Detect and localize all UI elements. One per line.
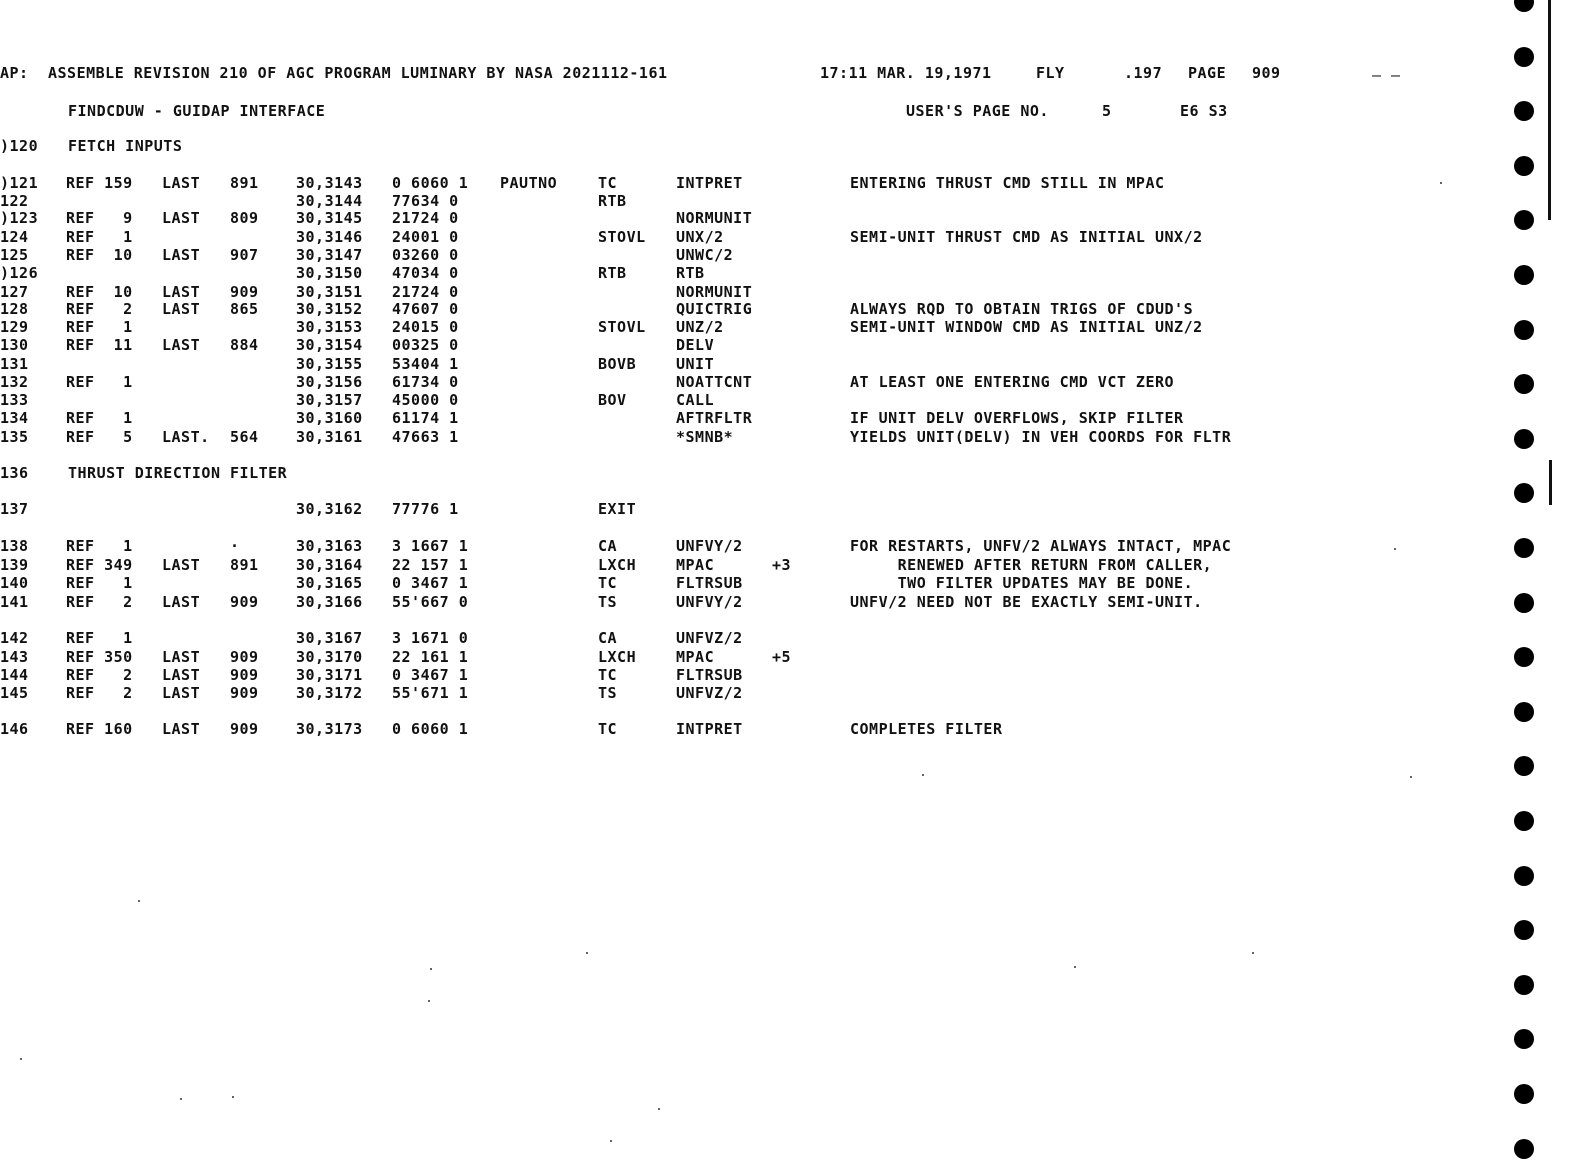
- ref-field: REF 350: [66, 648, 133, 666]
- print-speck: [922, 774, 924, 776]
- header-mode: FLY: [1036, 64, 1065, 82]
- octal-word: 77634 0: [392, 192, 459, 210]
- feed-hole: [1514, 866, 1534, 886]
- header-code: .197: [1124, 64, 1163, 82]
- listing-row: [0, 192, 1300, 210]
- operand: UNFVY/2: [676, 537, 743, 555]
- feed-hole: [1514, 47, 1534, 67]
- print-speck: [20, 1058, 22, 1060]
- listing-row: [0, 283, 1300, 301]
- header-page-label: PAGE: [1188, 64, 1227, 82]
- last-label: LAST: [162, 336, 201, 354]
- line-number: 138: [0, 537, 29, 555]
- operand: QUICTRIG: [676, 300, 753, 318]
- print-speck: [610, 1140, 612, 1142]
- ref-field: REF 160: [66, 720, 133, 738]
- address: 30,3156: [296, 373, 363, 391]
- line-number: 129: [0, 318, 29, 336]
- last-number: 884: [230, 336, 259, 354]
- opcode: TC: [598, 666, 618, 684]
- print-speck: [1440, 182, 1442, 184]
- operand: CALL: [676, 391, 715, 409]
- opcode: RTB: [598, 264, 627, 282]
- ref-field: REF 10: [66, 246, 133, 264]
- line-number: 137: [0, 500, 29, 518]
- opcode: TC: [598, 720, 618, 738]
- last-label: LAST: [162, 720, 201, 738]
- ref-field: REF 9: [66, 209, 133, 227]
- section-line-number: 136: [0, 464, 29, 482]
- octal-word: 00325 0: [392, 336, 459, 354]
- comment: FOR RESTARTS, UNFV/2 ALWAYS INTACT, MPAC: [850, 537, 1232, 555]
- last-label: LAST: [162, 300, 201, 318]
- paper-edge: [1549, 460, 1552, 505]
- line-number: 139: [0, 556, 29, 574]
- feed-hole: [1514, 483, 1534, 503]
- feed-hole: [1514, 538, 1534, 558]
- address: 30,3170: [296, 648, 363, 666]
- last-number: 865: [230, 300, 259, 318]
- comment: ALWAYS RQD TO OBTAIN TRIGS OF CDUD'S: [850, 300, 1194, 318]
- header-timestamp: 17:11 MAR. 19,1971: [820, 64, 992, 82]
- print-speck: [430, 968, 432, 970]
- octal-word: 3 1671 0: [392, 629, 469, 647]
- opcode: TS: [598, 593, 618, 611]
- comment: SEMI-UNIT THRUST CMD AS INITIAL UNX/2: [850, 228, 1203, 246]
- listing-row: [0, 500, 1300, 518]
- listing-row: [0, 246, 1300, 264]
- address: 30,3147: [296, 246, 363, 264]
- line-number: 142: [0, 629, 29, 647]
- address: 30,3171: [296, 666, 363, 684]
- opcode: STOVL: [598, 318, 646, 336]
- ref-field: REF 1: [66, 629, 133, 647]
- octal-word: 22 161 1: [392, 648, 469, 666]
- comment: TWO FILTER UPDATES MAY BE DONE.: [850, 574, 1194, 592]
- operand: AFTRFLTR: [676, 409, 753, 427]
- operand: UNFVY/2: [676, 593, 743, 611]
- last-label: LAST: [162, 556, 201, 574]
- octal-word: 24015 0: [392, 318, 459, 336]
- line-number: 144: [0, 666, 29, 684]
- operand: NOATTCNT: [676, 373, 753, 391]
- feed-hole: [1514, 1084, 1534, 1104]
- listing-row: [0, 391, 1300, 409]
- operand: MPAC: [676, 556, 715, 574]
- address: 30,3161: [296, 428, 363, 446]
- operand: UNWC/2: [676, 246, 734, 264]
- line-number: 141: [0, 593, 29, 611]
- comment: UNFV/2 NEED NOT BE EXACTLY SEMI-UNIT.: [850, 593, 1203, 611]
- ref-field: REF 1: [66, 537, 133, 555]
- ref-field: REF 1: [66, 228, 133, 246]
- operand: NORMUNIT: [676, 209, 753, 227]
- line-number: 125: [0, 246, 29, 264]
- ref-field: REF 1: [66, 318, 133, 336]
- feed-hole: [1514, 593, 1534, 613]
- print-speck: [1074, 966, 1076, 968]
- operand: UNFVZ/2: [676, 684, 743, 702]
- listing-row: [0, 228, 1300, 246]
- address: 30,3165: [296, 574, 363, 592]
- ref-field: REF 2: [66, 593, 133, 611]
- feed-hole: [1514, 156, 1534, 176]
- address: 30,3164: [296, 556, 363, 574]
- operand: UNZ/2: [676, 318, 724, 336]
- opcode: LXCH: [598, 556, 637, 574]
- octal-word: 03260 0: [392, 246, 459, 264]
- octal-word: 47663 1: [392, 428, 459, 446]
- operand: RTB: [676, 264, 705, 282]
- feed-hole: [1514, 265, 1534, 285]
- address: 30,3144: [296, 192, 363, 210]
- octal-word: 47034 0: [392, 264, 459, 282]
- print-speck: [1252, 952, 1254, 954]
- section-line-number: )120: [0, 137, 39, 155]
- ref-field: REF 1: [66, 574, 133, 592]
- listing-row: [0, 684, 1300, 702]
- feed-hole: [1514, 975, 1534, 995]
- listing-row: [0, 409, 1300, 427]
- octal-word: 0 6060 1: [392, 720, 469, 738]
- ref-field: REF 1: [66, 409, 133, 427]
- listing-row: [0, 556, 1300, 574]
- address: 30,3157: [296, 391, 363, 409]
- last-label: LAST.: [162, 428, 210, 446]
- opcode: LXCH: [598, 648, 637, 666]
- feed-hole: [1514, 756, 1534, 776]
- line-number: 132: [0, 373, 29, 391]
- ref-field: REF 1: [66, 373, 133, 391]
- ref-field: REF 2: [66, 666, 133, 684]
- line-number: 124: [0, 228, 29, 246]
- feed-hole: [1514, 702, 1534, 722]
- octal-word: 24001 0: [392, 228, 459, 246]
- last-label: LAST: [162, 283, 201, 301]
- feed-hole: [1514, 1029, 1534, 1049]
- last-number: 891: [230, 174, 259, 192]
- print-speck: [180, 1098, 182, 1100]
- operand: NORMUNIT: [676, 283, 753, 301]
- feed-hole: [1514, 1139, 1534, 1159]
- ref-field: REF 349: [66, 556, 133, 574]
- comment: RENEWED AFTER RETURN FROM CALLER,: [850, 556, 1213, 574]
- operand: UNX/2: [676, 228, 724, 246]
- listing-row: [0, 428, 1300, 446]
- print-speck: [138, 900, 140, 902]
- opcode: TC: [598, 574, 618, 592]
- last-number: 891: [230, 556, 259, 574]
- address: 30,3162: [296, 500, 363, 518]
- header-page-number: 909: [1252, 64, 1281, 82]
- section-heading: THRUST DIRECTION FILTER: [68, 464, 288, 482]
- address: 30,3167: [296, 629, 363, 647]
- comment: AT LEAST ONE ENTERING CMD VCT ZERO: [850, 373, 1175, 391]
- line-number: 127: [0, 283, 29, 301]
- last-number: 909: [230, 283, 259, 301]
- feed-hole: [1514, 101, 1534, 121]
- operand: FLTRSUB: [676, 666, 743, 684]
- feed-hole: [1514, 210, 1534, 230]
- address: 30,3172: [296, 684, 363, 702]
- listing-row: [0, 373, 1300, 391]
- octal-word: 21724 0: [392, 283, 459, 301]
- print-speck: [232, 1096, 234, 1098]
- last-number: 909: [230, 684, 259, 702]
- line-number: 143: [0, 648, 29, 666]
- ref-field: REF 10: [66, 283, 133, 301]
- last-number: 907: [230, 246, 259, 264]
- opcode: BOV: [598, 391, 627, 409]
- feed-hole: [1514, 647, 1534, 667]
- listing-row: [0, 209, 1300, 227]
- ref-field: REF 5: [66, 428, 133, 446]
- sheet-id: E6 S3: [1180, 102, 1228, 120]
- symbol-label: PAUTNO: [500, 174, 558, 192]
- opcode: RTB: [598, 192, 627, 210]
- operand: INTPRET: [676, 174, 743, 192]
- listing-row: [0, 720, 1300, 738]
- opcode: STOVL: [598, 228, 646, 246]
- listing-row: [0, 300, 1300, 318]
- operand: INTPRET: [676, 720, 743, 738]
- line-number: 122: [0, 192, 29, 210]
- address: 30,3154: [296, 336, 363, 354]
- listing-row: [0, 629, 1300, 647]
- offset: +3: [772, 556, 792, 574]
- opcode: TS: [598, 684, 618, 702]
- octal-word: 61174 1: [392, 409, 459, 427]
- octal-word: 3 1667 1: [392, 537, 469, 555]
- address: 30,3145: [296, 209, 363, 227]
- ref-field: REF 2: [66, 684, 133, 702]
- address: 30,3160: [296, 409, 363, 427]
- line-number: )123: [0, 209, 39, 227]
- last-label: LAST: [162, 648, 201, 666]
- opcode: CA: [598, 537, 618, 555]
- feed-hole: [1514, 0, 1534, 12]
- listing-row: [0, 336, 1300, 354]
- address: 30,3163: [296, 537, 363, 555]
- feed-hole: [1514, 320, 1534, 340]
- operand: FLTRSUB: [676, 574, 743, 592]
- address: 30,3153: [296, 318, 363, 336]
- feed-hole: [1514, 429, 1534, 449]
- operand: *SMNB*: [676, 428, 734, 446]
- print-speck: [658, 1108, 660, 1110]
- offset: +5: [772, 648, 792, 666]
- octal-word: 53404 1: [392, 355, 459, 373]
- listing-row: [0, 666, 1300, 684]
- last-number: ·: [230, 537, 240, 555]
- octal-word: 21724 0: [392, 209, 459, 227]
- address: 30,3146: [296, 228, 363, 246]
- octal-word: 45000 0: [392, 391, 459, 409]
- line-number: 131: [0, 355, 29, 373]
- corner-mark: – –: [1372, 66, 1401, 84]
- octal-word: 61734 0: [392, 373, 459, 391]
- comment: COMPLETES FILTER: [850, 720, 1003, 738]
- print-speck: [1410, 776, 1412, 778]
- last-label: LAST: [162, 593, 201, 611]
- octal-word: 22 157 1: [392, 556, 469, 574]
- feed-hole: [1514, 374, 1534, 394]
- comment: YIELDS UNIT(DELV) IN VEH COORDS FOR FLTR: [850, 428, 1232, 446]
- ref-field: REF 159: [66, 174, 133, 192]
- listing-row: [0, 593, 1300, 611]
- opcode: BOVB: [598, 355, 637, 373]
- address: 30,3150: [296, 264, 363, 282]
- address: 30,3151: [296, 283, 363, 301]
- address: 30,3166: [296, 593, 363, 611]
- line-number: 130: [0, 336, 29, 354]
- octal-word: 55'667 0: [392, 593, 469, 611]
- section-heading: FETCH INPUTS: [68, 137, 183, 155]
- octal-word: 47607 0: [392, 300, 459, 318]
- opcode: TC: [598, 174, 618, 192]
- line-number: 134: [0, 409, 29, 427]
- operand: DELV: [676, 336, 715, 354]
- line-number: 128: [0, 300, 29, 318]
- listing-row: [0, 648, 1300, 666]
- octal-word: 0 3467 1: [392, 666, 469, 684]
- octal-word: 0 6060 1: [392, 174, 469, 192]
- users-page-label: USER'S PAGE NO.: [906, 102, 1049, 120]
- users-page-number: 5: [1102, 102, 1112, 120]
- last-number: 909: [230, 720, 259, 738]
- listing-row: [0, 264, 1300, 282]
- comment: SEMI-UNIT WINDOW CMD AS INITIAL UNZ/2: [850, 318, 1203, 336]
- paper-edge: [1548, 0, 1551, 220]
- print-speck: [428, 1000, 430, 1002]
- listing-row: [0, 574, 1300, 592]
- ref-field: REF 2: [66, 300, 133, 318]
- listing-row: [0, 355, 1300, 373]
- line-number: 133: [0, 391, 29, 409]
- address: 30,3143: [296, 174, 363, 192]
- line-number: )126: [0, 264, 39, 282]
- last-label: LAST: [162, 246, 201, 264]
- opcode: EXIT: [598, 500, 637, 518]
- last-number: 909: [230, 648, 259, 666]
- comment: IF UNIT DELV OVERFLOWS, SKIP FILTER: [850, 409, 1184, 427]
- listing-row: [0, 318, 1300, 336]
- operand: UNFVZ/2: [676, 629, 743, 647]
- feed-hole: [1514, 811, 1534, 831]
- line-number: 145: [0, 684, 29, 702]
- operand: UNIT: [676, 355, 715, 373]
- feed-hole: [1514, 920, 1534, 940]
- header-prefix: AP:: [0, 64, 29, 82]
- comment: ENTERING THRUST CMD STILL IN MPAC: [850, 174, 1165, 192]
- line-number: )121: [0, 174, 39, 192]
- opcode: CA: [598, 629, 618, 647]
- last-number: 809: [230, 209, 259, 227]
- last-label: LAST: [162, 684, 201, 702]
- line-number: 135: [0, 428, 29, 446]
- last-label: LAST: [162, 209, 201, 227]
- octal-word: 55'671 1: [392, 684, 469, 702]
- line-number: 146: [0, 720, 29, 738]
- listing-row: [0, 537, 1300, 555]
- line-number: 140: [0, 574, 29, 592]
- address: 30,3173: [296, 720, 363, 738]
- print-speck: [586, 952, 588, 954]
- listing-title: FINDCDUW - GUIDAP INTERFACE: [68, 102, 326, 120]
- octal-word: 77776 1: [392, 500, 459, 518]
- last-number: 564: [230, 428, 259, 446]
- address: 30,3155: [296, 355, 363, 373]
- last-number: 909: [230, 593, 259, 611]
- last-label: LAST: [162, 174, 201, 192]
- last-label: LAST: [162, 666, 201, 684]
- ref-field: REF 11: [66, 336, 133, 354]
- operand: MPAC: [676, 648, 715, 666]
- last-number: 909: [230, 666, 259, 684]
- listing-row: [0, 174, 1300, 192]
- octal-word: 0 3467 1: [392, 574, 469, 592]
- print-speck: [1394, 548, 1396, 550]
- address: 30,3152: [296, 300, 363, 318]
- header-assembly: ASSEMBLE REVISION 210 OF AGC PROGRAM LUMINARY BY NASA 2021112-161: [48, 64, 668, 82]
